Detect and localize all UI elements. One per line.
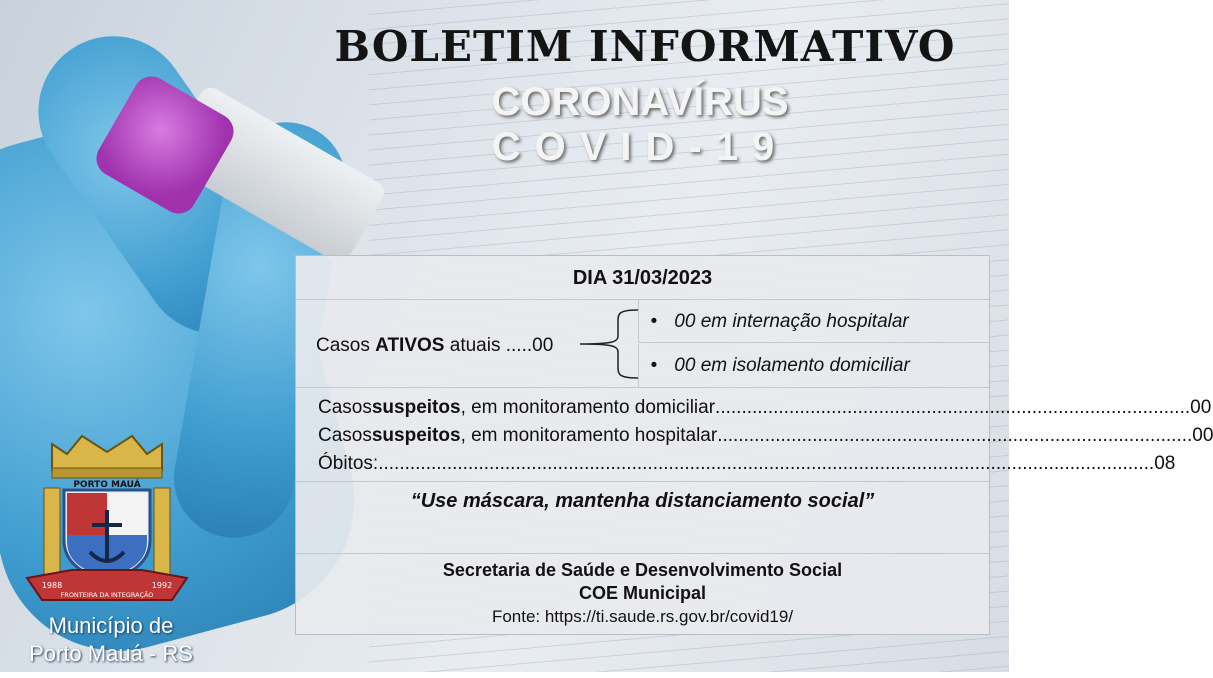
footer	[296, 554, 989, 636]
municipality-line1: Município de	[48, 613, 174, 638]
bulletin-date: DIA 31/03/2023	[296, 256, 989, 300]
cases-list	[296, 388, 1213, 482]
org-name: Secretaria de Saúde e Desenvolvimento Social	[442, 560, 843, 580]
municipal-crest-icon	[22, 430, 192, 610]
case-label: Casos	[318, 425, 372, 446]
active-cases-label	[316, 335, 553, 357]
bulletin-title: BOLETIM INFORMATIVO	[334, 22, 956, 71]
case-value: 00	[1192, 425, 1213, 446]
crest-banner: PORTO MAUÁ	[73, 480, 141, 490]
case-label-rest: , em monitoramento hospitalar	[460, 425, 718, 446]
case-line-suspect-home	[318, 394, 1212, 422]
municipality-label	[6, 612, 216, 668]
bulletin-subtitle: CORONAVÍRUS	[491, 80, 789, 124]
detail-text: 00 em internação hospitalar	[674, 311, 909, 332]
detail-home-isolation	[638, 344, 990, 387]
source-link: Fonte: https://ti.saude.rs.gov.br/covid19/	[491, 607, 794, 626]
active-cases-row	[296, 300, 989, 388]
disease-name: COVID-19	[491, 125, 789, 169]
active-suffix: atuais .....00	[444, 335, 554, 356]
crest-year-left: 1988	[41, 581, 63, 590]
case-strong: suspeitos	[371, 397, 461, 418]
detail-hospitalized	[638, 300, 990, 343]
case-label-rest: , em monitoramento domiciliar	[460, 397, 716, 418]
crest-ribbon: FRONTEIRA DA INTEGRAÇÃO	[60, 591, 154, 599]
case-value: 08	[1154, 453, 1176, 474]
org-committee: COE Municipal	[578, 583, 706, 603]
leader-dots: ...................................................................................................................................................	[378, 453, 1155, 474]
case-label: Casos	[318, 397, 372, 418]
crest-year-right: 1992	[151, 581, 173, 590]
leader-dots: ..........................................................................................	[717, 425, 1193, 446]
info-panel	[295, 255, 1213, 635]
bullet-icon: •	[650, 311, 658, 332]
case-value: 00	[1190, 397, 1212, 418]
safety-quote: “Use máscara, mantenha distanciamento social”	[296, 482, 989, 554]
case-label: Óbitos:	[318, 453, 379, 474]
bullet-icon: •	[650, 355, 658, 376]
case-strong: suspeitos	[371, 425, 461, 446]
case-line-suspect-hospital	[318, 422, 1213, 450]
leader-dots: ..........................................................................................	[715, 397, 1191, 418]
active-strong: ATIVOS	[375, 335, 445, 356]
municipality-line2: Porto Mauá - RS	[29, 641, 193, 666]
case-line-deaths	[318, 450, 1176, 478]
detail-text: 00 em isolamento domiciliar	[674, 355, 910, 376]
active-prefix: Casos	[316, 335, 376, 356]
